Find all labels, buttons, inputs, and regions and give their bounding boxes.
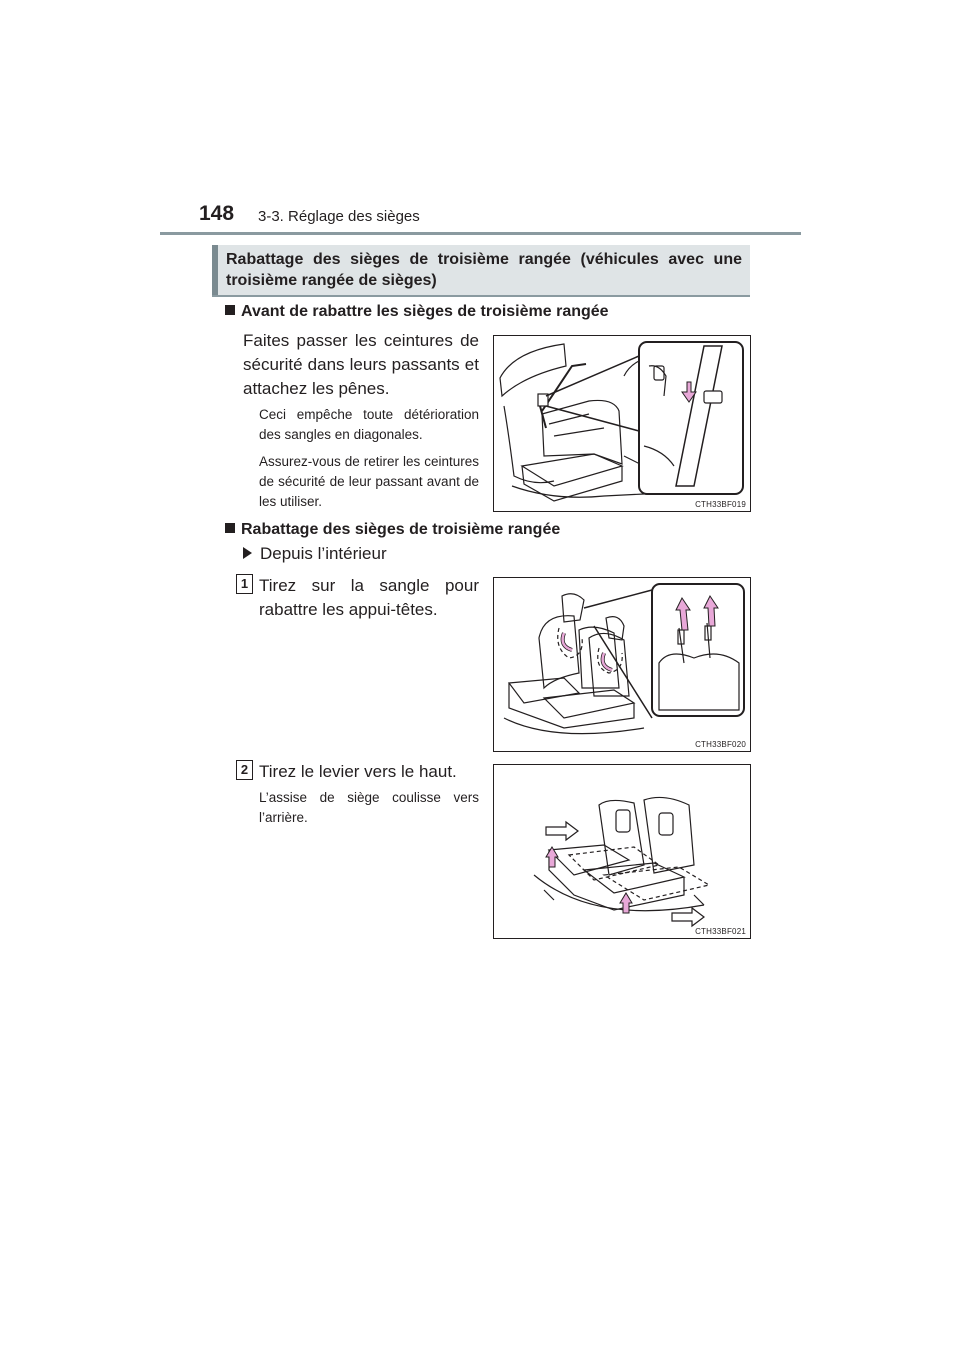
note-text: Assurez-vous de retirer les ceintures de sécurité de leur passant avant de les utiliser. (259, 454, 479, 509)
instruction-text: Faites passer les ceintures de sécurité dans leurs passants et attachez les pênes. (243, 331, 479, 398)
triangle-bullet-icon (243, 547, 252, 559)
figure-code: CTH33BF019 (695, 500, 746, 509)
square-bullet-icon (225, 305, 235, 315)
subheading-before-folding (225, 303, 609, 321)
subheading-inside (243, 542, 387, 566)
step-text: Tirez le levier vers le haut. (259, 762, 457, 781)
section-accent-bar (212, 245, 218, 295)
note-text: Ceci empêche toute détérioration des sangles en diagonales. (259, 407, 479, 442)
inside-label: Depuis l’intérieur (260, 544, 387, 563)
subheading-text: Avant de rabattre les sièges de troisième rangée (241, 303, 609, 320)
section-title-box (212, 245, 750, 297)
headrest-figure (493, 577, 751, 752)
step-text: Tirez sur la sangle pour rabattre les appui-têtes. (259, 576, 479, 619)
headrest-illustration (494, 578, 750, 751)
lever-figure (493, 764, 751, 939)
page-number: 148 (199, 202, 235, 225)
figure-code: CTH33BF020 (695, 740, 746, 749)
section-title: Rabattage des sièges de troisième rangée (véhicules avec une troisième rangée de sièges) (226, 251, 742, 289)
figure-code: CTH33BF021 (695, 927, 746, 936)
step-number: 1 (236, 574, 253, 594)
step-number: 2 (236, 760, 253, 780)
lever-illustration (494, 765, 750, 938)
chapter-title: 3-3. Réglage des sièges (258, 208, 420, 225)
square-bullet-icon (225, 523, 235, 533)
seatbelt-figure (493, 335, 751, 512)
seatbelt-illustration (494, 336, 750, 511)
note-text: L’assise de siège coulisse vers l’arrière. (259, 790, 479, 825)
header-divider (160, 232, 801, 235)
subheading-folding (225, 521, 560, 539)
subheading-text: Rabattage des sièges de troisième rangée (241, 521, 561, 538)
